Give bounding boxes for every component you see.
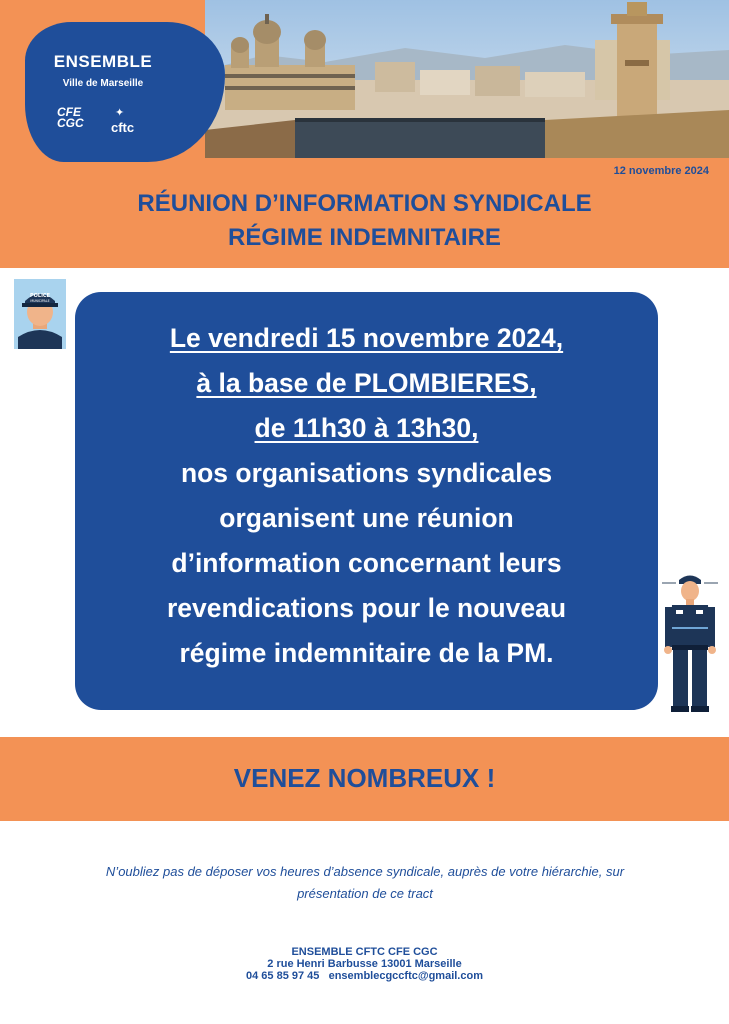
title-line-1: RÉUNION D’INFORMATION SYNDICALE	[137, 190, 592, 217]
cta-band	[0, 737, 729, 821]
meeting-date: Le vendredi 15 novembre 2024,	[169, 323, 564, 353]
page-title	[0, 187, 729, 255]
cfe-text: CFE	[57, 105, 81, 119]
cgc-text: CGC	[57, 116, 84, 130]
absence-note	[40, 861, 690, 905]
note-line-1: N’oubliez pas de déposer vos heures d’absence syndicale, auprès de votre hiérarchie, sur	[105, 864, 625, 879]
info-line-5: organisent une réunion	[219, 503, 514, 533]
document-date: 12 novembre 2024	[613, 165, 709, 177]
cta-text: VENEZ NOMBREUX !	[233, 763, 496, 793]
info-line-8: régime indemnitaire de la PM.	[179, 638, 554, 668]
cftc-logo: cftc	[111, 120, 135, 135]
info-text	[85, 316, 648, 676]
portrait-badge-line1: POLICE	[29, 293, 51, 299]
cfe-cgc-logo	[57, 107, 84, 129]
standing-officer-icon	[660, 572, 720, 714]
logo-city: Ville de Marseille	[62, 78, 144, 89]
note-line-2: présentation de ce tract	[297, 886, 433, 901]
bird-icon: ✦	[115, 107, 125, 119]
info-box	[75, 292, 658, 710]
marseille-photo	[205, 0, 729, 158]
info-line-6: d’information concernant leurs	[171, 548, 562, 578]
logo-title: ENSEMBLE	[53, 52, 153, 71]
footer-contact: 04 65 85 97 45 ensemblecgccftc@gmail.com	[246, 970, 483, 982]
portrait-badge-line2: MUNICIPALE	[30, 299, 50, 303]
ensemble-logo	[25, 22, 225, 162]
footer-org: ENSEMBLE CFTC CFE CGC	[291, 946, 438, 958]
footer	[0, 946, 729, 982]
meeting-time: de 11h30 à 13h30,	[254, 413, 479, 443]
info-line-4: nos organisations syndicales	[180, 458, 553, 488]
meeting-location: à la base de PLOMBIERES,	[196, 368, 537, 398]
officer-portrait-icon	[14, 279, 66, 349]
info-line-7: revendications pour le nouveau	[166, 593, 567, 623]
footer-address: 2 rue Henri Barbusse 13001 Marseille	[267, 958, 462, 970]
title-line-2: RÉGIME INDEMNITAIRE	[228, 224, 501, 251]
